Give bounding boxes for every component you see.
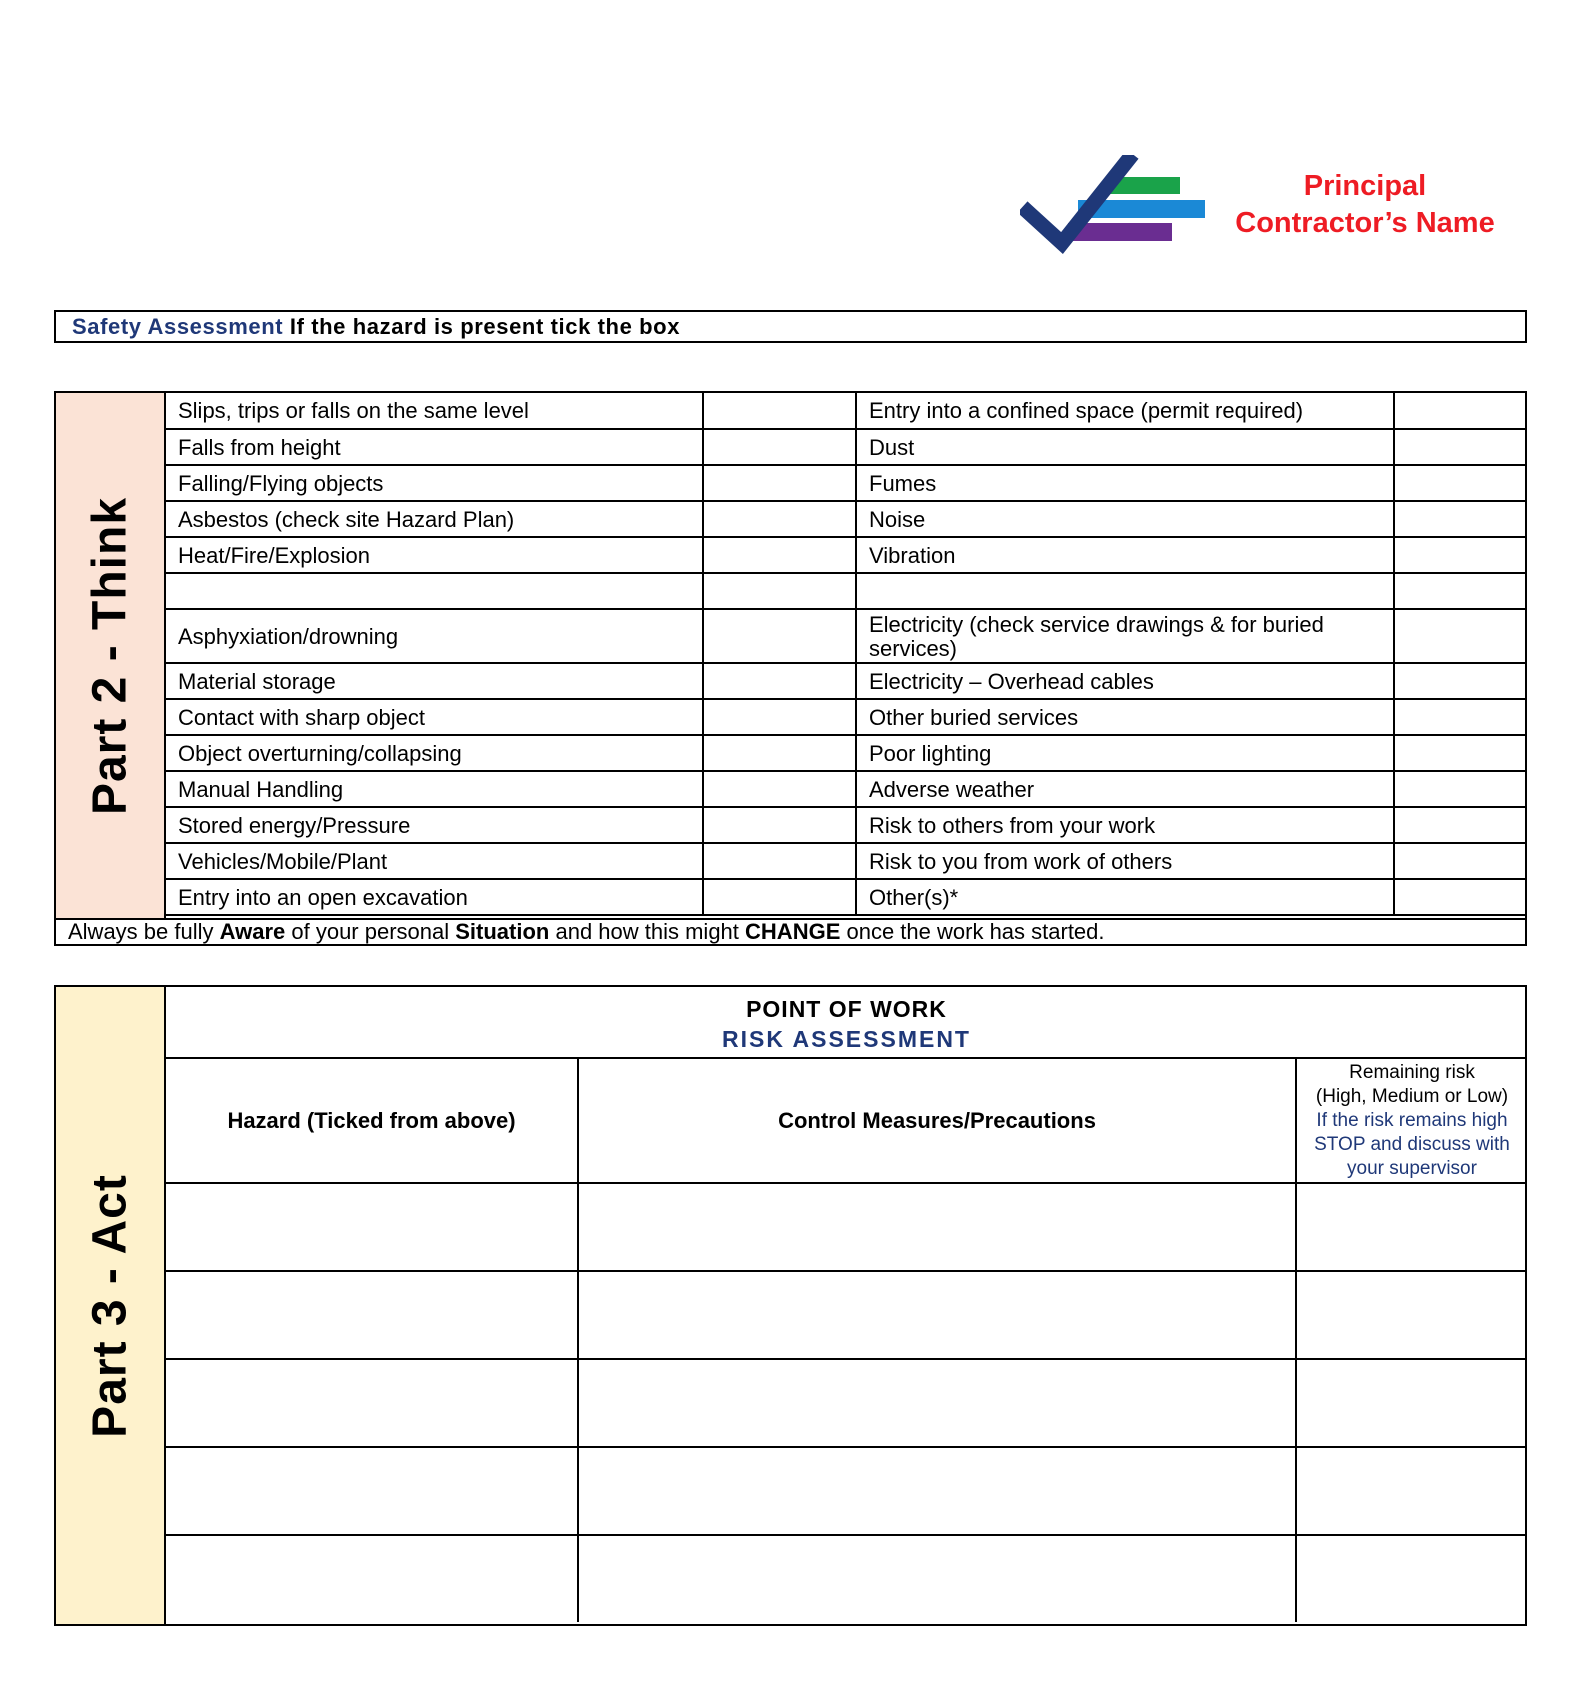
contractor-line-2: Contractor’s Name	[1235, 207, 1495, 239]
hazard-tick-box-right[interactable]	[1394, 843, 1527, 879]
hazard-tick-box-right[interactable]	[1394, 735, 1527, 771]
remaining-risk-line1: Remaining risk	[1349, 1061, 1475, 1083]
hazard-label-left: Material storage	[166, 663, 703, 699]
hazard-label-left: Slips, trips or falls on the same level	[166, 393, 703, 429]
safety-assessment-bar	[54, 310, 1527, 343]
hazard-row	[166, 843, 1527, 879]
hazard-tick-box-left[interactable]	[703, 843, 856, 879]
hazard-tick-box-left[interactable]	[703, 501, 856, 537]
hazard-tick-box-right[interactable]	[1394, 807, 1527, 843]
part2-title: Part 2 - Think	[83, 496, 137, 815]
col-remaining-risk-header	[1296, 1059, 1527, 1183]
hazard-label-left: Asbestos (check site Hazard Plan)	[166, 501, 703, 537]
aware-text-2: of your personal	[285, 919, 456, 944]
hazard-tick-box-right[interactable]	[1394, 465, 1527, 501]
hazard-label-left: Falling/Flying objects	[166, 465, 703, 501]
hazard-row	[166, 699, 1527, 735]
safety-assessment-label: Safety Assessment	[72, 314, 284, 339]
hazard-label-left: Vehicles/Mobile/Plant	[166, 843, 703, 879]
aware-text-4: once the work has started.	[840, 919, 1105, 944]
hazard-tick-box-right[interactable]	[1394, 537, 1527, 573]
ra-hazard-cell[interactable]	[166, 1183, 578, 1271]
heading-risk-assessment: RISK ASSESSMENT	[722, 1026, 971, 1052]
hazard-label-right: Electricity (check service drawings & for buried services)	[856, 609, 1394, 663]
ra-controls-cell[interactable]	[578, 1183, 1296, 1271]
hazard-tick-box-left[interactable]	[703, 735, 856, 771]
hazard-row	[166, 393, 1527, 429]
part2-side-panel	[56, 393, 166, 918]
hazard-label-left: Manual Handling	[166, 771, 703, 807]
safety-assessment-instruction: If the hazard is present tick the box	[283, 314, 681, 339]
hazard-label-right: Poor lighting	[856, 735, 1394, 771]
hazard-label-left: Stored energy/Pressure	[166, 807, 703, 843]
remaining-risk-line2: (High, Medium or Low)	[1315, 1085, 1509, 1107]
part3-side-panel	[56, 987, 166, 1624]
hazard-row	[166, 429, 1527, 465]
contractor-line-1: Principal	[1303, 170, 1427, 202]
col-controls-header: Control Measures/Precautions	[578, 1059, 1296, 1183]
hazard-tick-box-right[interactable]	[1394, 429, 1527, 465]
hazard-checklist-table	[166, 393, 1527, 916]
hazard-tick-box-right[interactable]	[1394, 573, 1527, 609]
hazard-label-right: Other buried services	[856, 699, 1394, 735]
hazard-row	[166, 501, 1527, 537]
ra-row	[166, 1359, 1527, 1447]
hazard-label-right: Entry into a confined space (permit required)	[856, 393, 1394, 429]
hazard-row	[166, 807, 1527, 843]
hazard-label-right	[856, 573, 1394, 609]
hazard-label-right: Electricity – Overhead cables	[856, 663, 1394, 699]
ra-controls-cell[interactable]	[578, 1359, 1296, 1447]
hazard-row	[166, 573, 1527, 609]
remaining-risk-note: If the risk remains high STOP and discuss with your supervisor	[1314, 1109, 1510, 1179]
aware-text-3: and how this might	[549, 919, 746, 944]
principal-contractor-name	[1215, 168, 1515, 242]
hazard-row	[166, 537, 1527, 573]
hazard-tick-box-right[interactable]	[1394, 699, 1527, 735]
ra-row	[166, 1271, 1527, 1359]
ra-row	[166, 1447, 1527, 1535]
heading-point-of-work: POINT OF WORK	[746, 996, 947, 1022]
hazard-tick-box-right[interactable]	[1394, 663, 1527, 699]
hazard-label-right: Adverse weather	[856, 771, 1394, 807]
ra-row	[166, 1183, 1527, 1271]
ra-hazard-cell[interactable]	[166, 1359, 578, 1447]
hazard-tick-box-left[interactable]	[703, 609, 856, 663]
aware-bold-2: Situation	[455, 919, 550, 944]
ra-controls-cell[interactable]	[578, 1271, 1296, 1359]
ra-risk-cell[interactable]	[1296, 1447, 1527, 1535]
ra-row	[166, 1535, 1527, 1622]
hazard-tick-box-left[interactable]	[703, 807, 856, 843]
hazard-label-right: Risk to you from work of others	[856, 843, 1394, 879]
ra-hazard-cell[interactable]	[166, 1535, 578, 1622]
hazard-label-right: Fumes	[856, 465, 1394, 501]
hazard-label-right: Risk to others from your work	[856, 807, 1394, 843]
hazard-tick-box-left[interactable]	[703, 663, 856, 699]
hazard-label-left: Falls from height	[166, 429, 703, 465]
hazard-tick-box-left[interactable]	[703, 465, 856, 501]
hazard-label-left: Heat/Fire/Explosion	[166, 537, 703, 573]
hazard-tick-box-left[interactable]	[703, 429, 856, 465]
hazard-tick-box-right[interactable]	[1394, 501, 1527, 537]
hazard-label-left: Asphyxiation/drowning	[166, 609, 703, 663]
ra-controls-cell[interactable]	[578, 1535, 1296, 1622]
ra-hazard-cell[interactable]	[166, 1447, 578, 1535]
hazard-label-right: Vibration	[856, 537, 1394, 573]
hazard-label-right: Dust	[856, 429, 1394, 465]
hazard-label-right: Other(s)*	[856, 879, 1394, 915]
col-hazard-header: Hazard (Ticked from above)	[166, 1059, 578, 1183]
awareness-note	[56, 918, 1525, 944]
hazard-tick-box-right[interactable]	[1394, 393, 1527, 429]
hazard-row	[166, 771, 1527, 807]
point-of-work-heading	[166, 987, 1527, 1059]
hazard-row	[166, 879, 1527, 915]
hazard-row	[166, 465, 1527, 501]
checkmark-stripes-logo	[1020, 155, 1205, 255]
hazard-label-left: Entry into an open excavation	[166, 879, 703, 915]
part3-title: Part 3 - Act	[83, 1173, 137, 1438]
hazard-tick-box-right[interactable]	[1394, 609, 1527, 663]
hazard-tick-box-left[interactable]	[703, 699, 856, 735]
ra-risk-cell[interactable]	[1296, 1359, 1527, 1447]
hazard-tick-box-left[interactable]	[703, 771, 856, 807]
risk-assessment-table	[166, 1059, 1527, 1622]
aware-bold-3: CHANGE	[745, 919, 841, 944]
hazard-label-right: Noise	[856, 501, 1394, 537]
hazard-row	[166, 663, 1527, 699]
aware-bold-1: Aware	[219, 919, 286, 944]
ra-controls-cell[interactable]	[578, 1447, 1296, 1535]
hazard-row	[166, 609, 1527, 663]
hazard-label-left	[166, 573, 703, 609]
hazard-tick-box-left[interactable]	[703, 573, 856, 609]
hazard-label-left: Object overturning/collapsing	[166, 735, 703, 771]
part2-think-section	[54, 391, 1527, 946]
part3-act-section	[54, 985, 1527, 1626]
ra-hazard-cell[interactable]	[166, 1271, 578, 1359]
hazard-tick-box-left[interactable]	[703, 393, 856, 429]
ra-risk-cell[interactable]	[1296, 1535, 1527, 1622]
hazard-row	[166, 735, 1527, 771]
hazard-tick-box-left[interactable]	[703, 537, 856, 573]
ra-risk-cell[interactable]	[1296, 1271, 1527, 1359]
aware-text-1: Always be fully	[68, 919, 220, 944]
hazard-tick-box-right[interactable]	[1394, 879, 1527, 915]
hazard-label-left: Contact with sharp object	[166, 699, 703, 735]
hazard-tick-box-left[interactable]	[703, 879, 856, 915]
ra-risk-cell[interactable]	[1296, 1183, 1527, 1271]
hazard-tick-box-right[interactable]	[1394, 771, 1527, 807]
